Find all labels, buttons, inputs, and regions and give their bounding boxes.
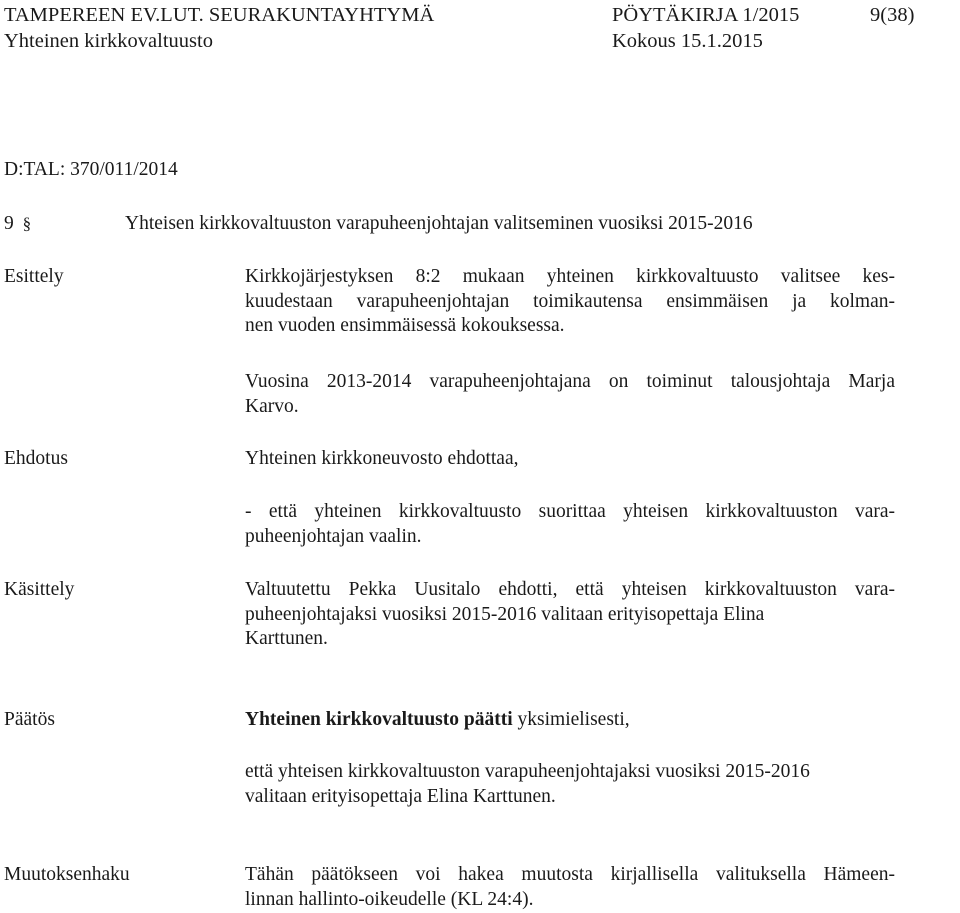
paatos-line: että yhteisen kirkkovaltuuston varapuheenjohtajaksi vuosiksi 2015-2016	[245, 761, 810, 782]
section-sign: §	[22, 214, 32, 233]
paatos-paragraph	[245, 760, 810, 809]
paatos-intro	[245, 708, 630, 732]
label-kasittely: Käsittely	[4, 579, 75, 600]
esittely-paragraph-2	[245, 370, 895, 419]
esittely-line: Karvo.	[245, 395, 299, 417]
paatos-line: valitaan erityisopettaja Elina Karttunen.	[245, 785, 556, 807]
label-ehdotus: Ehdotus	[4, 448, 68, 469]
muutoksenhaku-paragraph	[245, 863, 895, 912]
item-title: Yhteisen kirkkovaltuuston varapuheenjohtajan valitseminen vuosiksi 2015-2016	[125, 213, 753, 234]
meeting-date: Kokous 15.1.2015	[612, 30, 763, 52]
paatos-intro-rest: yksimielisesti,	[512, 709, 630, 730]
ehdotus-line: puheenjohtajan vaalin.	[245, 525, 422, 547]
item-number	[4, 212, 31, 236]
page-number: 9(38)	[870, 4, 915, 26]
kasittely-line: puheenjohtajaksi vuosiksi 2015-2016 valitaan erityisopettaja Elina	[245, 603, 765, 625]
paatos-bold-intro: Yhteinen kirkkovaltuusto päätti	[245, 709, 513, 730]
esittely-line: kuudestaan varapuheenjohtajan toimikautensa ensimmäisen ja kolman-	[245, 290, 895, 312]
ehdotus-paragraph	[245, 500, 895, 549]
kasittely-paragraph	[245, 578, 895, 652]
label-esittely: Esittely	[4, 266, 64, 287]
esittely-line: Vuosina 2013-2014 varapuheenjohtajana on toiminut talousjohtaja Marja	[245, 371, 895, 392]
record-id: D:TAL: 370/011/2014	[4, 159, 178, 180]
ehdotus-line: - että yhteinen kirkkovaltuusto suorittaa yhteisen kirkkovaltuuston vara-	[245, 501, 895, 522]
esittely-line: Kirkkojärjestyksen 8:2 mukaan yhteinen kirkkovaltuusto valitsee kes-	[245, 266, 895, 287]
kasittely-line: Valtuutettu Pekka Uusitalo ehdotti, että yhteisen kirkkovaltuuston vara-	[245, 579, 895, 600]
ehdotus-intro: Yhteinen kirkkoneuvosto ehdottaa,	[245, 448, 519, 469]
kasittely-line: Karttunen.	[245, 628, 328, 649]
organization-name: TAMPEREEN EV.LUT. SEURAKUNTAYHTYMÄ	[4, 4, 435, 26]
item-number-value: 9	[4, 213, 14, 234]
esittely-paragraph-1	[245, 265, 895, 339]
body-name: Yhteinen kirkkovaltuusto	[4, 30, 213, 52]
label-muutoksenhaku: Muutoksenhaku	[4, 864, 130, 885]
muutoksenhaku-line: linnan hallinto-oikeudelle (KL 24:4).	[245, 888, 534, 910]
label-paatos: Päätös	[4, 709, 55, 730]
document-type: PÖYTÄKIRJA 1/2015	[612, 4, 800, 26]
muutoksenhaku-line: Tähän päätökseen voi hakea muutosta kirjallisella valituksella Hämeen-	[245, 864, 895, 885]
esittely-line: nen vuoden ensimmäisessä kokouksessa.	[245, 315, 565, 336]
